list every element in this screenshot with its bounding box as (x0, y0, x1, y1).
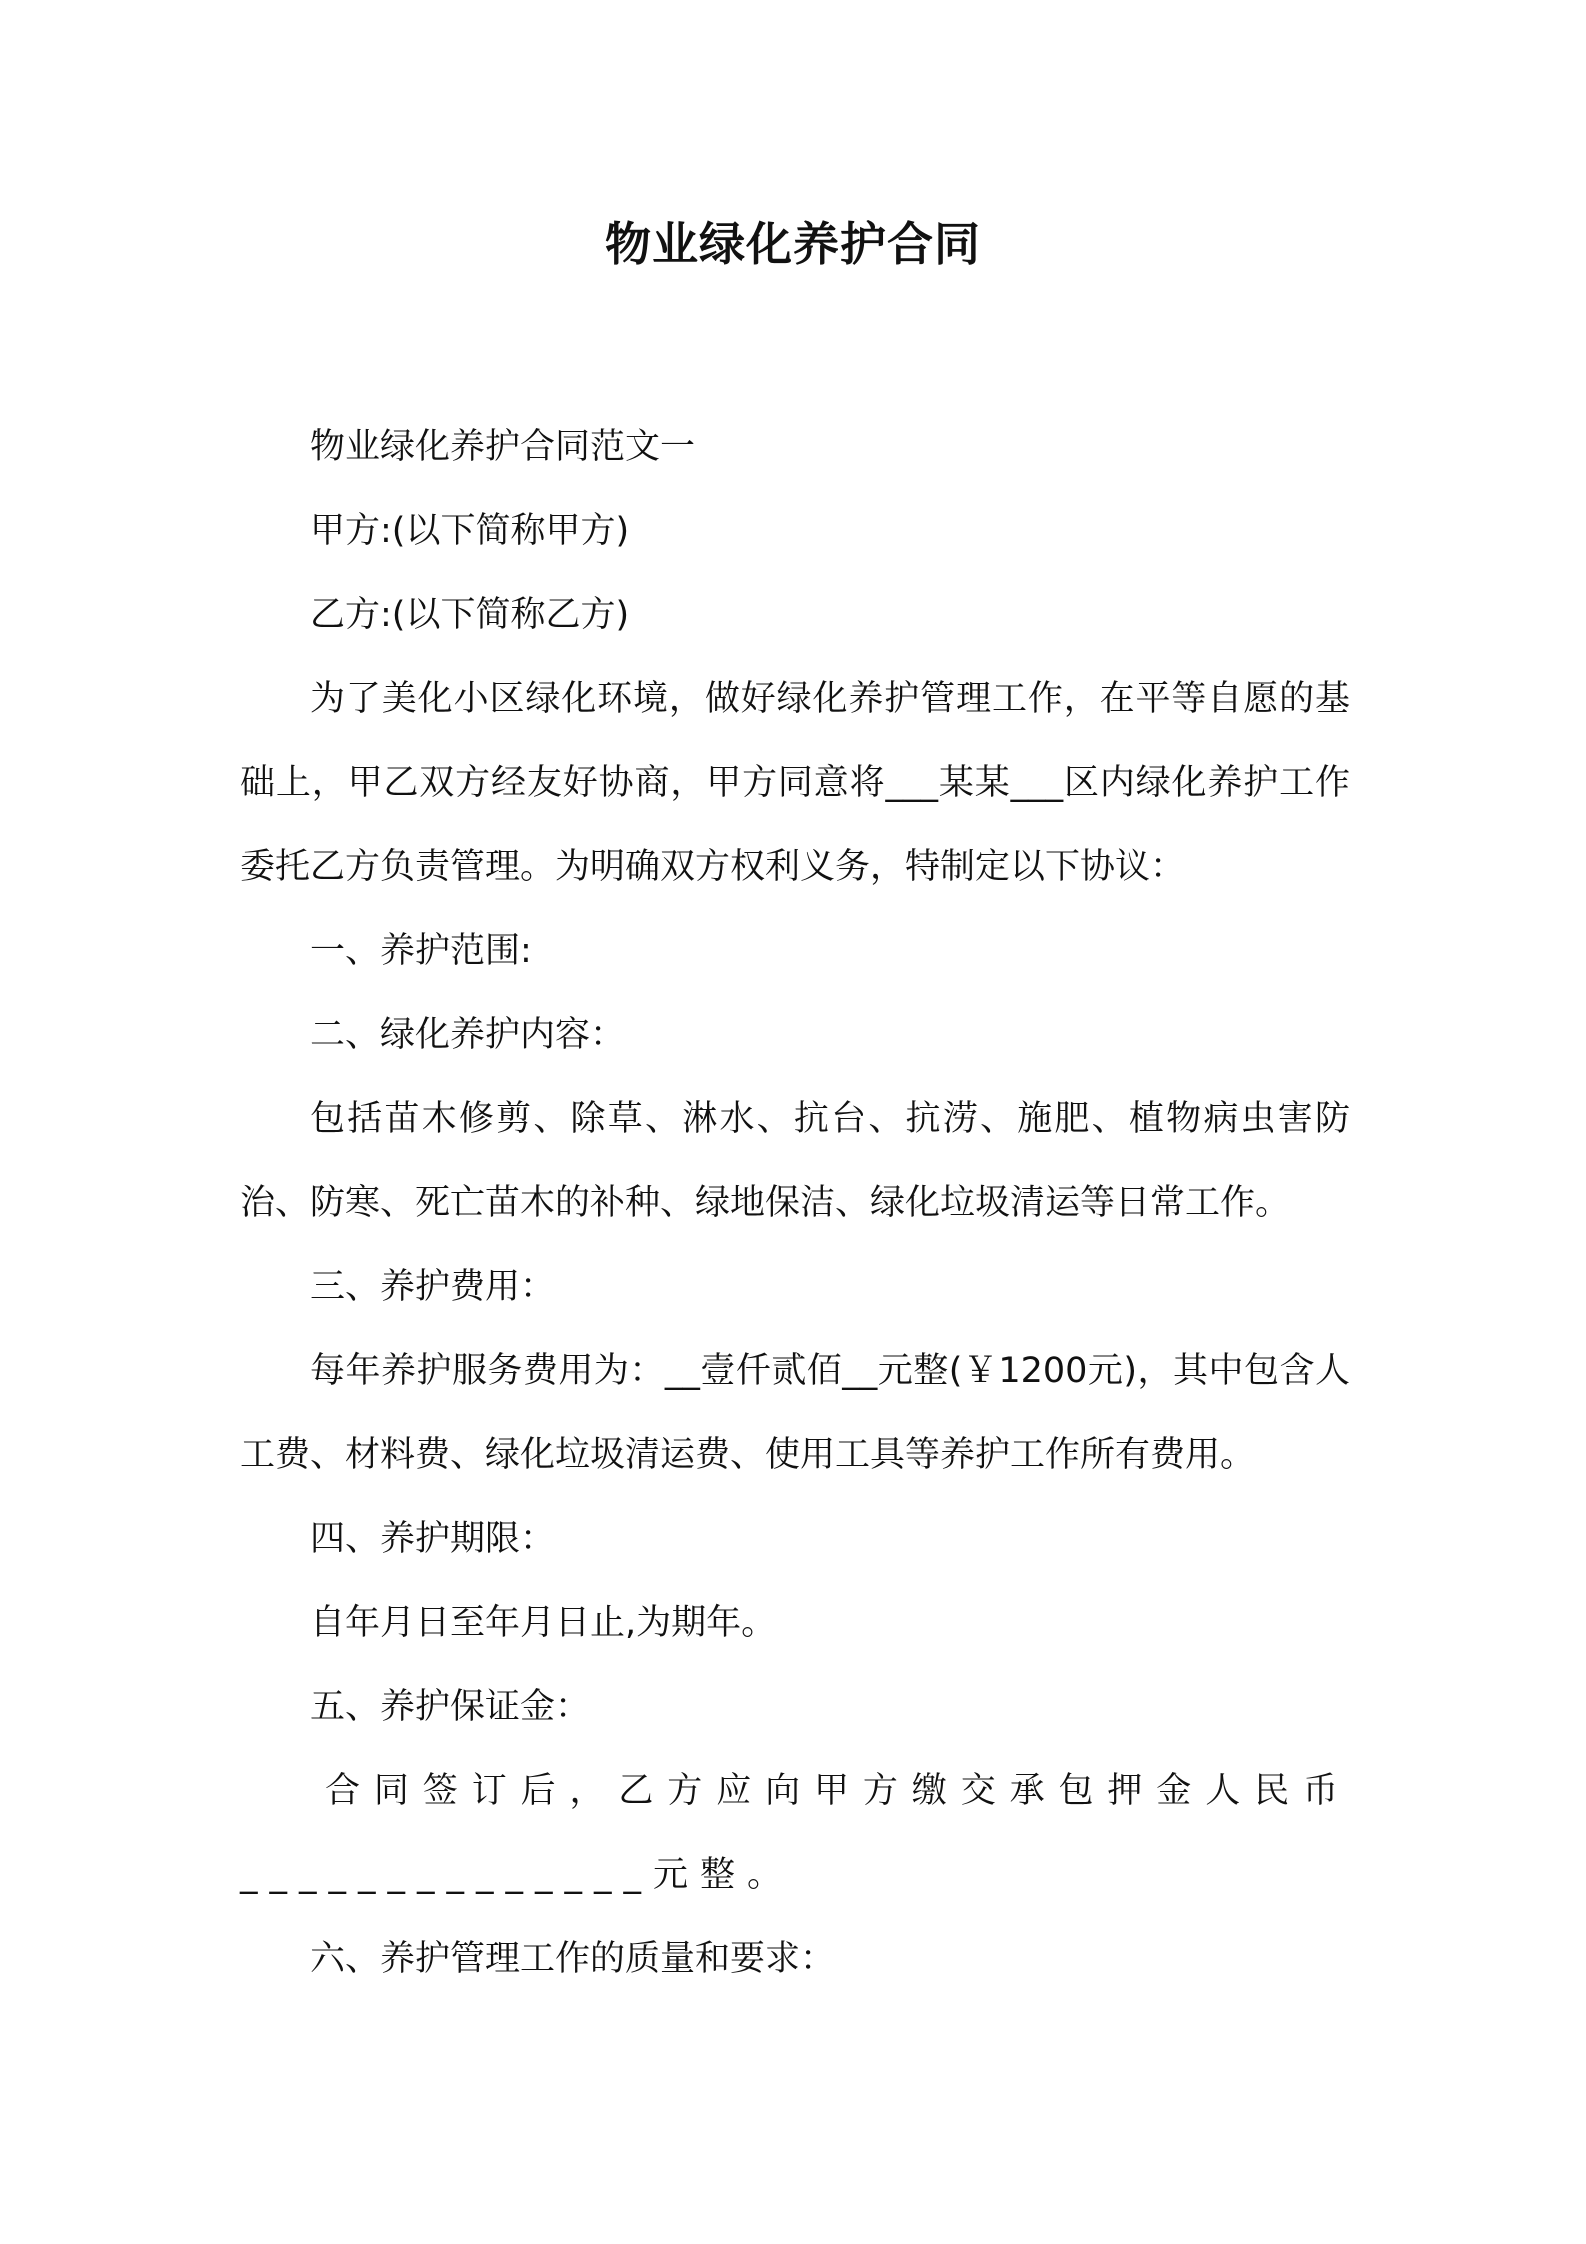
paragraph-deposit: 合同签订后，乙方应向甲方缴交承包押金人民币______________元整。 (240, 1771, 1350, 1895)
section-heading-scope: 一、养护范围: (310, 931, 532, 971)
paragraph-subtitle: 物业绿化养护合同范文一 (310, 427, 696, 467)
paragraph-term: 自年月日至年月日止,为期年。 (310, 1603, 777, 1643)
section-heading-term: 四、养护期限： (310, 1519, 556, 1559)
section-heading-deposit: 五、养护保证金： (310, 1687, 591, 1727)
document-title: 物业绿化养护合同 (605, 217, 981, 271)
paragraph-fees: 每年养护服务费用为：__壹仟贰佰__元整(￥1200元)，其中包含人工费、材料费、绿化垃圾清运费、使用工具等养护工作所有费用。 (240, 1351, 1350, 1475)
paragraph-intro: 为了美化小区绿化环境，做好绿化养护管理工作，在平等自愿的基础上，甲乙双方经友好协商，甲方同意将___某某___区内绿化养护工作委托乙方负责管理。为明确双方权利义务，特制定以下协议： (240, 679, 1350, 887)
section-heading-quality: 六、养护管理工作的质量和要求： (310, 1939, 836, 1979)
paragraph-party-b: 乙方:(以下简称乙方) (310, 595, 630, 635)
paragraph-content: 包括苗木修剪、除草、淋水、抗台、抗涝、施肥、植物病虫害防治、防寒、死亡苗木的补种、绿地保洁、绿化垃圾清运等日常工作。 (240, 1099, 1350, 1223)
document-body (240, 405, 1350, 2001)
section-heading-fees: 三、养护费用： (310, 1267, 556, 1307)
section-heading-content: 二、绿化养护内容： (310, 1015, 626, 1055)
paragraph-party-a: 甲方:(以下简称甲方) (310, 511, 630, 551)
